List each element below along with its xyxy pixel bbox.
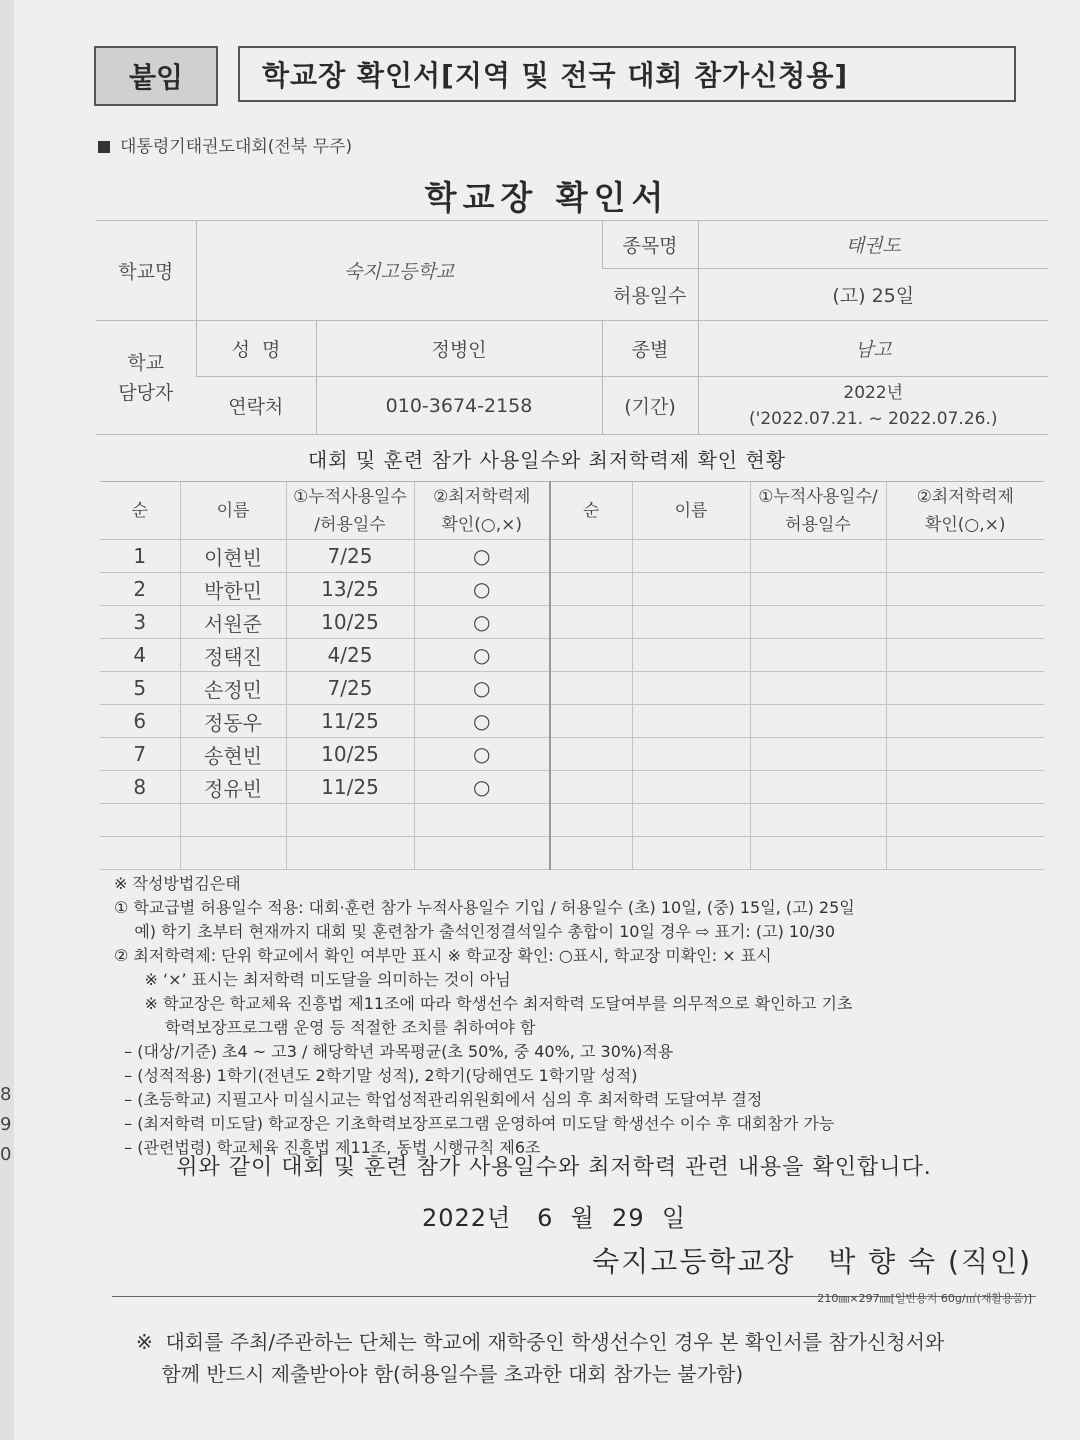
- empty-cell: [886, 837, 1044, 870]
- cell-no: 2: [100, 573, 180, 606]
- empty-cell: [632, 837, 750, 870]
- empty-cell: [632, 672, 750, 705]
- table-row: [100, 639, 1044, 672]
- empty-cell: [286, 837, 414, 870]
- empty-cell: [632, 705, 750, 738]
- empty-cell: [750, 672, 886, 705]
- cell-check: ○: [414, 540, 550, 573]
- cell-days: 11/25: [286, 771, 414, 804]
- info-table: [96, 220, 1048, 435]
- table-row: [100, 606, 1044, 639]
- allowed-label: 허용일수: [602, 269, 698, 321]
- document-page: [14, 0, 1080, 1440]
- empty-cell: [886, 606, 1044, 639]
- note-line: 예) 학기 초부터 현재까지 대회 및 훈련참가 출석인정결석일수 총합이 10일 경우 ⇨ 표기: (고) 10/30: [114, 922, 836, 941]
- gender-value: 남고: [698, 321, 1048, 377]
- footer-line: ※ 대회를 주최/주관하는 단체는 학교에 재학중인 학생선수인 경우 본 확인서를 참가신청서와: [136, 1330, 945, 1354]
- empty-cell: [632, 540, 750, 573]
- cell-name: 정유빈: [180, 771, 286, 804]
- empty-cell: [632, 738, 750, 771]
- footer-note: [136, 1326, 944, 1390]
- empty-cell: [550, 837, 632, 870]
- cell-no: 6: [100, 705, 180, 738]
- column-header: ①누적사용일수 /허용일수: [286, 482, 414, 540]
- table-row: [100, 771, 1044, 804]
- note-line: ① 학교급별 허용일수 적용: 대회·훈련 참가 누적사용일수 기입 / 허용일수 (초) 10일, (중) 15일, (고) 25일: [114, 898, 855, 917]
- empty-cell: [632, 771, 750, 804]
- empty-cell: [180, 804, 286, 837]
- cell-check: ○: [414, 573, 550, 606]
- cell-days: 7/25: [286, 672, 414, 705]
- cell-days: 10/25: [286, 738, 414, 771]
- empty-cell: [180, 837, 286, 870]
- column-header: 이름: [632, 482, 750, 540]
- cell-days: 7/25: [286, 540, 414, 573]
- column-header: ①누적사용일수/ 허용일수: [750, 482, 886, 540]
- empty-cell: [550, 540, 632, 573]
- gender-label: 종별: [602, 321, 698, 377]
- empty-cell: [886, 738, 1044, 771]
- note-line: ② 최저학력제: 단위 학교에서 확인 여부만 표시 ※ 학교장 확인: ○표시, 학교장 미확인: × 표시: [114, 946, 772, 965]
- cell-check: ○: [414, 639, 550, 672]
- cell-no: 1: [100, 540, 180, 573]
- cell-name: 손정민: [180, 672, 286, 705]
- cell-no: 3: [100, 606, 180, 639]
- note-line: ※ 작성방법김은태: [114, 874, 241, 893]
- note-line: – (초등학교) 지필고사 미실시교는 학업성적관리위원회에서 심의 후 최저학력 도달여부 결정: [114, 1090, 763, 1109]
- empty-cell: [886, 639, 1044, 672]
- empty-cell: [550, 771, 632, 804]
- section-title: 대회 및 훈련 참가 사용일수와 최저학력제 확인 현황: [307, 448, 787, 472]
- cell-days: 4/25: [286, 639, 414, 672]
- column-header: ②최저학력제 확인(○,×): [414, 482, 550, 540]
- empty-cell: [550, 639, 632, 672]
- empty-cell: [286, 804, 414, 837]
- event-name: 대통령기태권도대회(전북 무주): [120, 137, 353, 157]
- participation-table: [100, 481, 1044, 870]
- cell-check: ○: [414, 606, 550, 639]
- cell-no: 5: [100, 672, 180, 705]
- period-label: (기간): [602, 377, 698, 435]
- paper-spec: 210㎜×297㎜[일반용지 60g/㎡(재활용품)]: [817, 1292, 1032, 1305]
- school-value: 숙지고등학교: [196, 221, 602, 321]
- document-title: 학교장 확인서: [424, 178, 670, 217]
- empty-cell: [886, 573, 1044, 606]
- phone-label: 연락처: [196, 377, 316, 435]
- empty-cell: [550, 672, 632, 705]
- empty-cell: [886, 771, 1044, 804]
- note-line: 학력보장프로그램 운영 등 적절한 조치를 취하여야 함: [114, 1018, 536, 1037]
- note-line: – (대상/기준) 초4 ~ 고3 / 해당학년 과목평균(초 50%, 중 40%, 고 30%)적용: [114, 1042, 674, 1061]
- empty-cell: [550, 705, 632, 738]
- note-line: – (최저학력 미도달) 학교장은 기초학력보장프로그램 운영하여 미도달 학생선수 이수 후 대회참가 가능: [114, 1114, 835, 1133]
- column-header: 순: [550, 482, 632, 540]
- binder-edge-marks: [0, 1080, 14, 1170]
- empty-cell: [750, 540, 886, 573]
- empty-cell: [750, 606, 886, 639]
- name-label: 성 명: [196, 321, 316, 377]
- header-title: 학교장 확인서[지역 및 전국 대회 참가신청용]: [238, 46, 1016, 102]
- empty-cell: [886, 804, 1044, 837]
- cell-name: 박한민: [180, 573, 286, 606]
- cell-name: 이현빈: [180, 540, 286, 573]
- issue-date: 2022년 6 월 29 일: [421, 1204, 687, 1232]
- footer-line: 함께 반드시 제출받아야 함(허용일수를 초과한 대회 참가는 불가함): [136, 1362, 744, 1386]
- sport-value: 태권도: [698, 221, 1048, 269]
- empty-cell: [550, 606, 632, 639]
- table-row: [100, 705, 1044, 738]
- note-line: ※ 학교장은 학교체육 진흥법 제11조에 따라 학생선수 최저학력 도달여부를 의무적으로 확인하고 기초: [114, 994, 853, 1013]
- empty-cell: [632, 804, 750, 837]
- allowed-value: (고) 25일: [698, 269, 1048, 321]
- column-header: 이름: [180, 482, 286, 540]
- cell-name: 정택진: [180, 639, 286, 672]
- cell-days: 10/25: [286, 606, 414, 639]
- table-row: [100, 837, 1044, 870]
- empty-cell: [750, 738, 886, 771]
- empty-cell: [100, 837, 180, 870]
- sport-label: 종목명: [602, 221, 698, 269]
- edge-mark: 9: [0, 1114, 12, 1135]
- period-range: ('2022.07.21. ~ 2022.07.26.): [749, 408, 998, 429]
- name-value: 정병인: [316, 321, 602, 377]
- attachment-tag: 붙임: [94, 46, 218, 106]
- empty-cell: [550, 573, 632, 606]
- cell-days: 11/25: [286, 705, 414, 738]
- edge-mark: 8: [0, 1084, 12, 1105]
- cell-name: 정동우: [180, 705, 286, 738]
- table-row: [100, 573, 1044, 606]
- empty-cell: [414, 804, 550, 837]
- period-year: 2022년: [843, 382, 904, 403]
- notes: [114, 872, 1064, 1160]
- cell-no: 7: [100, 738, 180, 771]
- empty-cell: [750, 771, 886, 804]
- note-line: ※ ‘×’ 표시는 최저학력 미도달을 의미하는 것이 아님: [114, 970, 511, 989]
- empty-cell: [100, 804, 180, 837]
- period-cell: [698, 377, 1048, 435]
- cell-no: 8: [100, 771, 180, 804]
- empty-cell: [750, 639, 886, 672]
- cell-no: 4: [100, 639, 180, 672]
- cell-check: ○: [414, 672, 550, 705]
- empty-cell: [886, 705, 1044, 738]
- confirmation-statement: 위와 같이 대회 및 훈련 참가 사용일수와 최저학력 관련 내용을 확인합니다.: [176, 1155, 932, 1180]
- column-header: ②최저학력제 확인(○,×): [886, 482, 1044, 540]
- event-line: [98, 132, 352, 157]
- empty-cell: [886, 540, 1044, 573]
- table-row: [100, 540, 1044, 573]
- cell-check: ○: [414, 738, 550, 771]
- note-line: – (성적적용) 1학기(전년도 2학기말 성적), 2학기(당해연도 1학기말 성적): [114, 1066, 638, 1085]
- empty-cell: [750, 804, 886, 837]
- empty-cell: [414, 837, 550, 870]
- empty-cell: [632, 606, 750, 639]
- empty-cell: [750, 573, 886, 606]
- empty-cell: [632, 639, 750, 672]
- square-bullet-icon: [98, 141, 110, 153]
- cell-name: 서원준: [180, 606, 286, 639]
- principal-signature: 숙지고등학교장 박 향 숙 (직인): [592, 1245, 1032, 1278]
- empty-cell: [886, 672, 1044, 705]
- table-row: [100, 738, 1044, 771]
- school-label: 학교명: [96, 221, 196, 321]
- edge-mark: 0: [0, 1144, 12, 1165]
- cell-days: 13/25: [286, 573, 414, 606]
- column-header: 순: [100, 482, 180, 540]
- empty-cell: [550, 804, 632, 837]
- table-row: [100, 804, 1044, 837]
- empty-cell: [632, 573, 750, 606]
- table-row: [100, 672, 1044, 705]
- cell-check: ○: [414, 771, 550, 804]
- empty-cell: [550, 738, 632, 771]
- empty-cell: [750, 837, 886, 870]
- cell-name: 송현빈: [180, 738, 286, 771]
- contact-label: 학교 담당자: [96, 321, 196, 435]
- empty-cell: [750, 705, 886, 738]
- phone-value: 010-3674-2158: [316, 377, 602, 435]
- cell-check: ○: [414, 705, 550, 738]
- note-line: – (관련법령) 학교체육 진흥법 제11조, 동법 시행규칙 제6조: [114, 1138, 541, 1157]
